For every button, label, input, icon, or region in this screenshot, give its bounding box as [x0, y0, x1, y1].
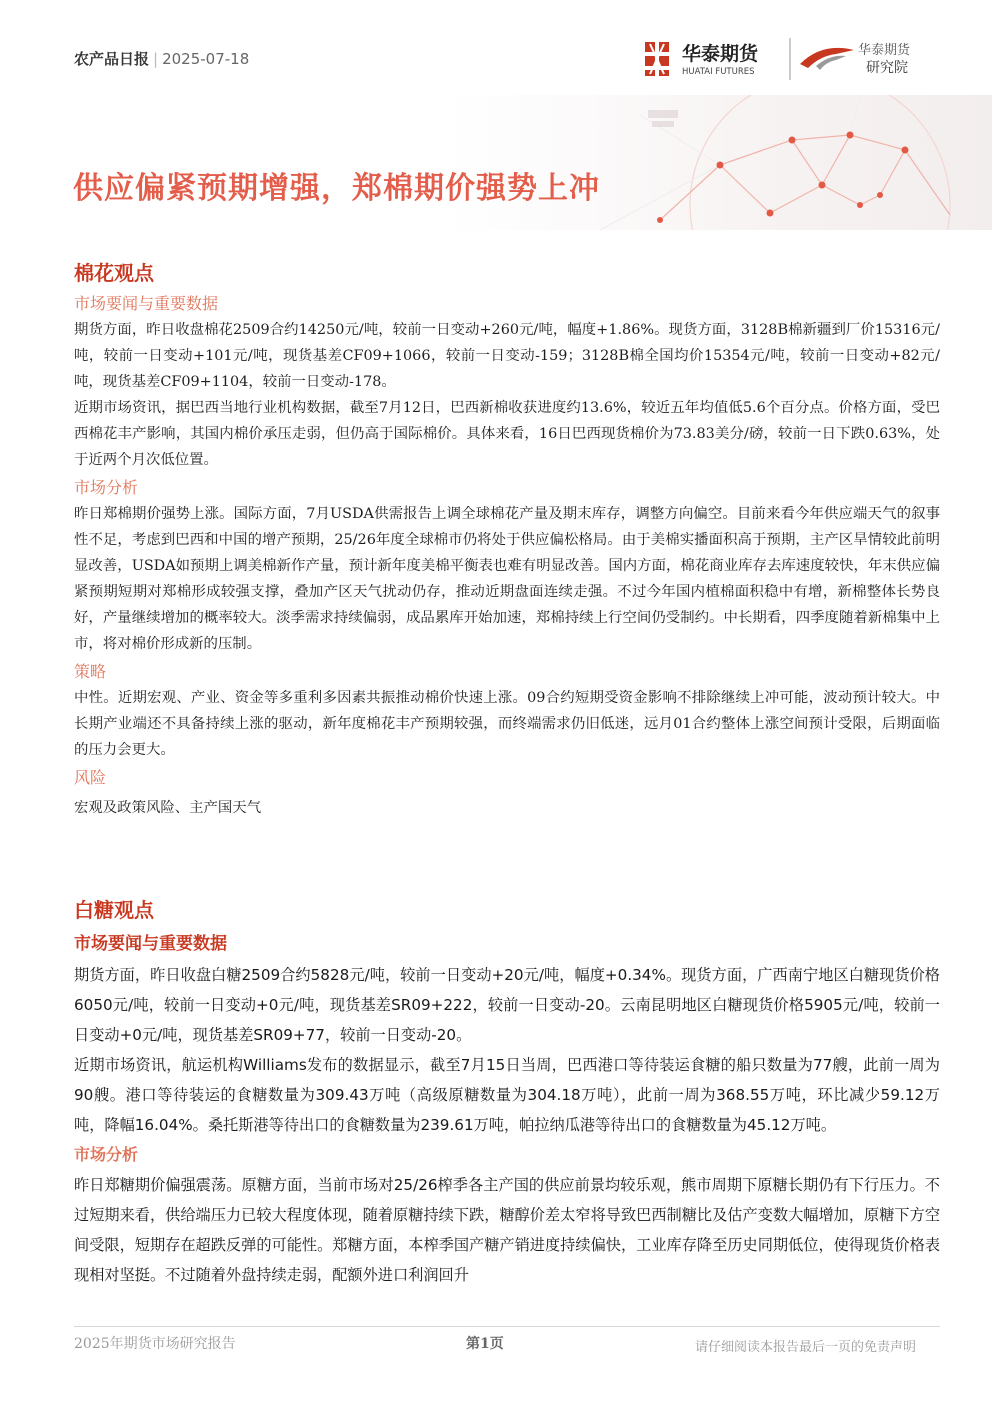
- company-logo: [640, 36, 940, 84]
- footer-report-name: 2025年期货市场研究报告: [74, 1336, 236, 1352]
- footer-disclaimer: 请仔细阅读本报告最后一页的免责声明: [694, 1340, 916, 1355]
- sugar-news-paragraph-1: 期货方面，昨日收盘白糖2509合约5828元/吨，较前一日变动+20元/吨，幅度+0.34%。现货方面，广西南宁地区白糖现货价格6050元/吨，较前一日变动+0元/吨，现货基差SR09+222，较前一日变动-20。云南昆明地区白糖现货价格5905元/吨，较前一日变动+0元/吨，现货基差SR09+77，较前一日变动-20。: [74, 966, 940, 1044]
- huatai-logo-icon: [640, 36, 940, 84]
- footer-divider: [74, 1326, 940, 1327]
- sugar-news-paragraph-2: 近期市场资讯，航运机构Williams发布的数据显示，截至7月15日当周，巴西港口等待装运食糖的船只数量为77艘，此前一周为90艘。港口等待装运的食糖数量为309.43万吨（高级原糖数量为304.18万吨），此前一周为368.55万吨，环比减少59.12万吨，降幅16.04%。桑托斯港等待出口的食糖数量为239.61万吨，帕拉纳瓜港等待出口的食糖数量为45.12万吨。: [74, 1056, 940, 1134]
- sugar-heading: 白糖观点: [74, 898, 154, 922]
- report-date: 2025-07-18: [162, 50, 250, 68]
- cotton-risk-heading: 风险: [74, 768, 107, 787]
- cotton-analysis-paragraph: 昨日郑棉期价强势上涨。国际方面，7月USDA供需报告上调全球棉花产量及期末库存，调整方向偏空。目前来看今年供应端天气的叙事性不足，考虑到巴西和中国的增产预期，25/26年度全球棉市仍将处于供应偏松格局。由于美棉实播面积高于预期，主产区旱情较此前明显改善，USDA如预期上调美棉新作产量，预计新年度美棉平衡表也难有明显改善。国内方面，棉花商业库存去库速度较快，年末供应偏紧预期短期对郑棉形成较强支撑，叠加产区天气扰动仍存，推动近期盘面连续走强。不过今年国内植棉面积稳中有增，新棉整体长势良好，产量继续增加的概率较大。淡季需求持续偏弱，成品累库开始加速，郑棉持续上行空间仍受制约。中长期看，四季度随着新棉集中上市，将对棉价形成新的压制。: [74, 506, 940, 652]
- footer-page-number: 第1页: [466, 1336, 504, 1352]
- cotton-strategy-paragraph: 中性。近期宏观、产业、资金等多重利多因素共振推动棉价快速上涨。09合约短期受资金影响不排除继续上冲可能，波动预计较大。中长期产业端还不具备持续上涨的驱动，新年度棉花丰产预期较强，而终端需求仍旧低迷，远月01合约整体上涨空间预计受限，后期面临的压力会更大。: [74, 690, 940, 758]
- sugar-analysis-paragraph: 昨日郑糖期价偏强震荡。原糖方面，当前市场对25/26榨季各主产国的供应前景均较乐观，熊市周期下原糖长期仍有下行压力。不过短期来看，供给端压力已较大程度体现，随着原糖持续下跌，糖醇价差太窄将导致巴西制糖比及估产变数大幅增加，原糖下方空间受限，短期存在超跌反弹的可能性。郑糖方面，本榨季国产糖产销进度持续偏快，工业库存降至历史同期低位，使得现货价格表现相对坚挺。不过随着外盘持续走弱，配额外进口利润回升: [74, 1176, 940, 1284]
- sugar-analysis-heading: 市场分析: [74, 1145, 139, 1164]
- page-title: 供应偏紧预期增强，郑棉期价强势上冲: [73, 171, 600, 206]
- logo-cn-name: 华泰期货: [682, 43, 759, 65]
- cotton-section: [74, 257, 940, 821]
- logo-institute-line1: 华泰期货: [858, 43, 911, 58]
- sugar-section: [74, 894, 940, 1290]
- sugar-news-heading: 市场要闻与重要数据: [74, 934, 227, 954]
- cotton-strategy-heading: 策略: [74, 662, 107, 681]
- cotton-risk-paragraph: 宏观及政策风险、主产国天气: [74, 800, 262, 816]
- header-separator: |: [153, 50, 159, 68]
- cotton-analysis-heading: 市场分析: [74, 478, 139, 497]
- report-header: [74, 48, 249, 69]
- report-type: 农产品日报: [74, 50, 150, 68]
- cotton-news-paragraph-2: 近期市场资讯，据巴西当地行业机构数据，截至7月12日，巴西新棉收获进度约13.6%，较近五年均值低5.6个百分点。价格方面，受巴西棉花丰产影响，其国内棉价承压走弱，但仍高于国际棉价。具体来看，16日巴西现货棉价为73.83美分/磅，较前一日下跌0.63%，处于近两个月次低位置。: [74, 400, 940, 468]
- logo-en-name: HUATAI FUTURES: [682, 67, 755, 77]
- cotton-heading: 棉花观点: [74, 261, 154, 285]
- logo-institute-line2: 研究院: [866, 60, 908, 76]
- cotton-news-heading: 市场要闻与重要数据: [74, 294, 219, 313]
- cotton-news-paragraph-1: 期货方面，昨日收盘棉花2509合约14250元/吨，较前一日变动+260元/吨，幅度+1.86%。现货方面，3128B棉新疆到厂价15316元/吨，较前一日变动+101元/吨，现货基差CF09+1066，较前一日变动-159；3128B棉全国均价15354元/吨，较前一日变动+82元/吨，现货基差CF09+1104，较前一日变动-178。: [74, 322, 940, 390]
